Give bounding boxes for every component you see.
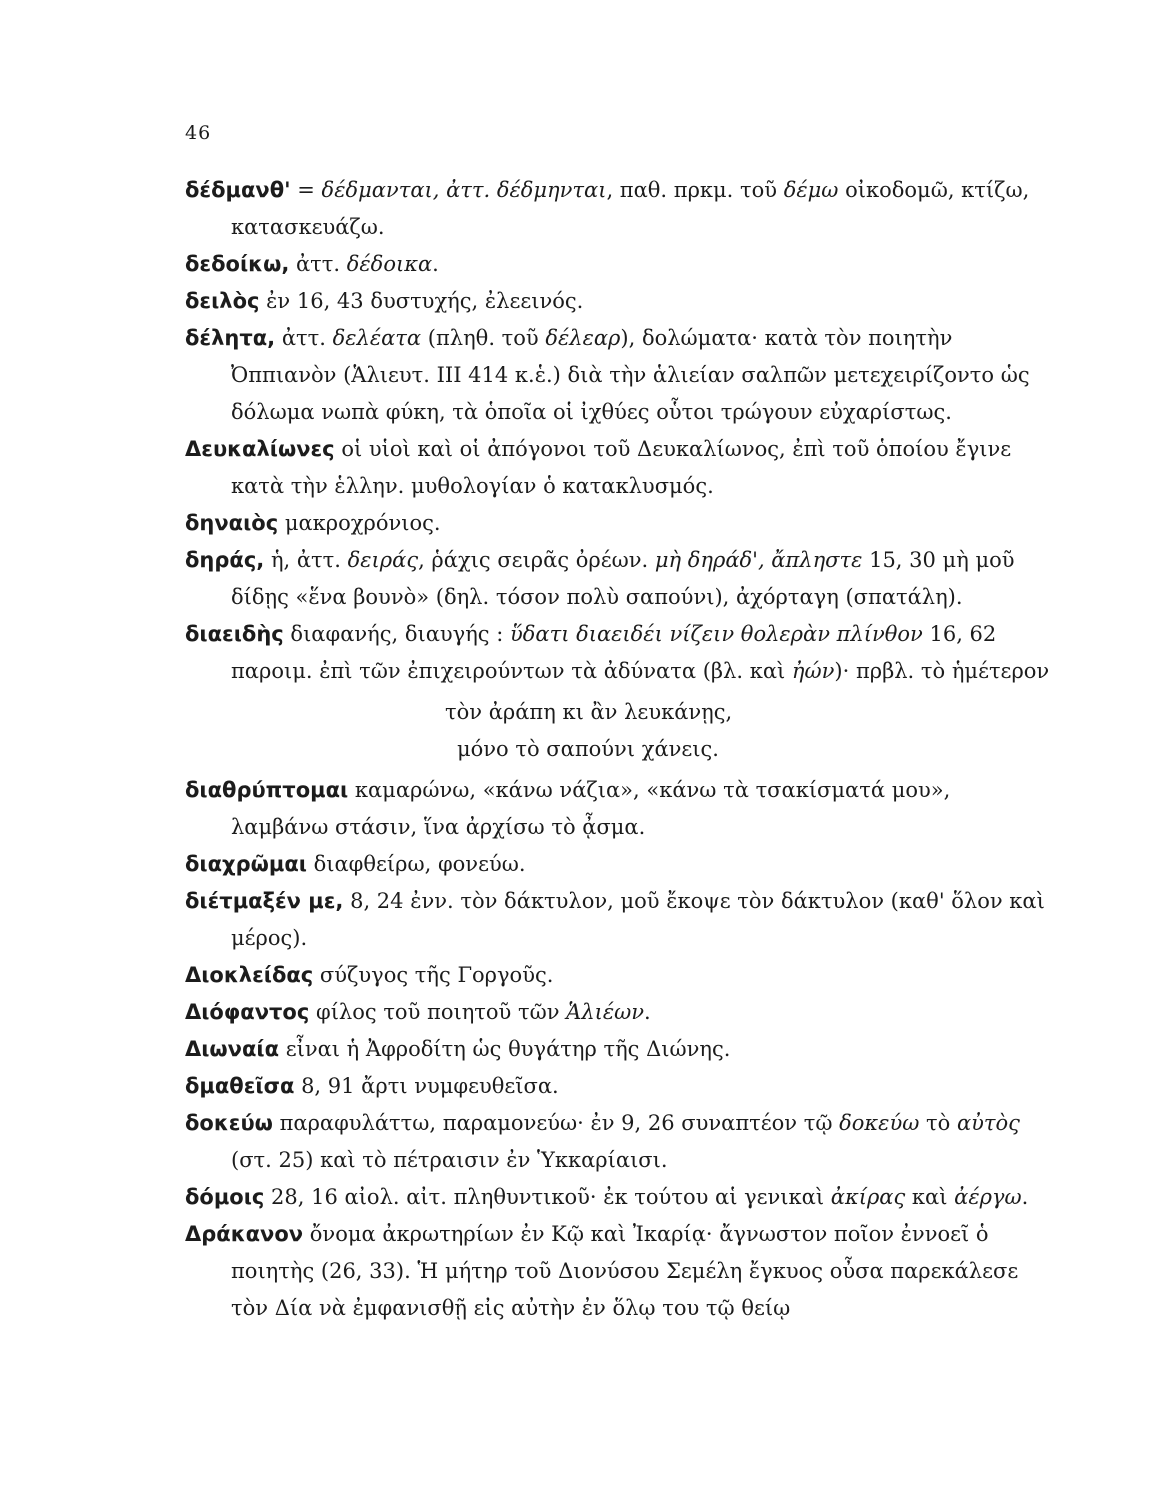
entry-text: καμαρώνω, «κάνω νάζια», «κάνω τὰ τσακίσματά μου», λαμβάνω στάσιν, ἵνα ἀρχίσω τὸ ᾆσμα. [231,778,951,839]
headword: διέτμαξέν με, [185,889,344,913]
headword: Δευκαλίωνες [185,437,335,461]
entry-italic-text: ἠών [791,659,835,683]
entry-italic-text: δέδοικα [346,252,433,276]
glossary-entry [185,772,1050,846]
glossary-entry [185,883,1050,957]
headword: διαχρῶμαι [185,852,307,876]
headword: διαθρύπτομαι [185,778,349,802]
glossary-entry [185,1216,1050,1327]
entry-text: ἐν 16, 43 δυστυχής, ἐλεεινός. [259,289,584,313]
entry-text: διαφθείρω, φονεύω. [306,852,526,876]
entry-text: 28, 16 αἰολ. αἰτ. πληθυντικοῦ· ἐκ τούτου αἱ γενικαὶ [264,1185,831,1209]
glossary-entry [185,1068,1050,1105]
verse-line: μόνο τὸ σαπούνι χάνεις. [457,737,719,761]
entry-text: τὸ [919,1111,957,1135]
entry-text: οἱ υἱοὶ καὶ οἱ ἀπόγονοι τοῦ Δευκαλίωνος, ἐπὶ τοῦ ὁποίου ἔγινε κατὰ τὴν ἑλλην. μυθολογίαν ὁ κατακλυσμός. [231,437,1012,498]
headword: δειλὸς [185,289,260,313]
entry-italic-text: αὐτὸς [956,1111,1020,1135]
headword: διαειδὴς [185,622,284,646]
glossary-entry [185,283,1050,320]
entry-italic-text: δειράς [347,548,419,572]
glossary-entry [185,320,1050,431]
entry-italic-text: δέμω [783,178,839,202]
entry-text: . [432,252,439,276]
headword: Διόφαντος [185,1000,310,1024]
entry-text: , παθ. πρκμ. τοῦ [606,178,784,202]
headword: Διωναία [185,1037,280,1061]
entry-text: )· πρβλ. τὸ ἡμέτερον [834,659,1050,683]
entry-text: 8, 91 ἄρτι νυμφευθεῖσα. [294,1074,559,1098]
glossary-entry [185,846,1050,883]
headword: δόμοις [185,1185,265,1209]
entry-text: = [290,178,322,202]
entry-italic-text: ἀέργω [954,1185,1022,1209]
entry-group-1 [185,172,1050,690]
headword: δοκεύω [185,1111,273,1135]
entry-italic-text: δέλεαρ [545,326,621,350]
entry-text: 15, 30 μὴ μοῦ δίδῃς «ἕνα βουνὸ» (δηλ. τόσον πολὺ σαπούνι), ἀχόρταγη (σπατάλη). [231,548,1015,609]
entry-text: οἰκοδομῶ, κτίζω, κατασκευάζω. [231,178,1030,239]
glossary-entry [185,172,1050,246]
glossary-entries [185,172,1050,1327]
entry-text: ὄνομα ἀκρωτηρίων ἐν Κῷ καὶ Ἰκαρίᾳ· ἄγνωστον ποῖον ἐννοεῖ ὁ ποιητὴς (26, 33). Ἡ μήτηρ τοῦ Διονύσου Σεμέλη ἔγκυος οὖσα παρεκάλεσε τὸν Δία νὰ ἐμφανισθῇ εἰς αὐτὴν ἐν ὅλῳ του τῷ θείῳ [231,1222,1019,1320]
headword: Δράκανον [185,1222,304,1246]
entry-text: μακροχρόνιος. [278,511,441,535]
headword: δηναιὸς [185,511,279,535]
entry-italic-text: δέδμανται, ἀττ. δέδμηνται [321,178,607,202]
glossary-entry [185,1179,1050,1216]
entry-text: ἀττ. [289,252,347,276]
glossary-entry [185,616,1050,690]
glossary-entry [185,1031,1050,1068]
entry-italic-text: μὴ δηράδ', ἄπληστε [654,548,863,572]
headword: δέδμανθ' [185,178,291,202]
entry-text: (στ. 25) καὶ τὸ πέτραισιν ἐν Ὑκκαρίαισι. [231,1148,668,1172]
entry-italic-text: δοκεύω [839,1111,920,1135]
entry-text: εἶναι ἡ Ἀφροδίτη ὡς θυγάτηρ τῆς Διώνης. [279,1037,731,1061]
headword: Διοκλείδας [185,963,314,987]
verse-line: τὸν ἀράπη κι ἂν λευκάνῃς, [445,700,733,724]
entry-italic-text: δελέατα [332,326,422,350]
glossary-entry [185,246,1050,283]
entry-italic-text: Ἁλιέων [566,1000,645,1024]
entry-text: 8, 24 ἐνν. τὸν δάκτυλον, μοῦ ἔκοψε τὸν δάκτυλον (καθ' ὅλον καὶ μέρος). [231,889,1045,950]
entry-text: καὶ [905,1185,955,1209]
entry-text: ), δολώματα· κατὰ τὸν ποιητὴν Ὀππιανὸν (Ἁλιευτ. ΙΙΙ 414 κ.ἑ.) διὰ τὴν ἁλιείαν σαλπῶν μετεχειρίζοντο ὡς δόλωμα νωπὰ φύκη, τὰ ὁποῖα οἱ ἰχθύες οὗτοι τρώγουν εὐχαρίστως. [231,326,1030,424]
entry-group-2 [185,772,1050,1327]
entry-italic-text: ὕδατι διαειδέι νίζειν θολερὰν πλίνθον [509,622,923,646]
headword: δεδοίκω, [185,252,290,276]
entry-text: . [1021,1185,1029,1209]
entry-text: ἀττ. [275,326,333,350]
glossary-entry [185,1105,1050,1179]
entry-text: . [644,1000,651,1024]
entry-text: παραφυλάττω, παραμονεύω· ἐν 9, 26 συναπτέον τῷ [272,1111,840,1135]
headword: δέλητα, [185,326,276,350]
entry-text: 16, 62 παροιμ. ἐπὶ τῶν ἐπιχειρούντων τὰ ἀδύνατα (βλ. καὶ [231,622,997,683]
entry-italic-text: ἀκίρας [830,1185,906,1209]
entry-text: διαφανής, διαυγής : [283,622,510,646]
page-number: 46 [185,122,212,144]
verse-quote [445,694,1050,768]
glossary-entry [185,505,1050,542]
glossary-entry [185,994,1050,1031]
glossary-entry [185,542,1050,616]
entry-text: φίλος τοῦ ποιητοῦ τῶν [309,1000,567,1024]
entry-text: (πληθ. τοῦ [421,326,546,350]
glossary-entry [185,957,1050,994]
headword: δμαθεῖσα [185,1074,295,1098]
glossary-entry [185,431,1050,505]
entry-text: σύζυγος τῆς Γοργοῦς. [313,963,554,987]
entry-text: , ῥάχις σειρᾶς ὀρέων. [418,548,655,572]
entry-text: ἡ, ἀττ. [264,548,348,572]
headword: δηράς, [185,548,265,572]
